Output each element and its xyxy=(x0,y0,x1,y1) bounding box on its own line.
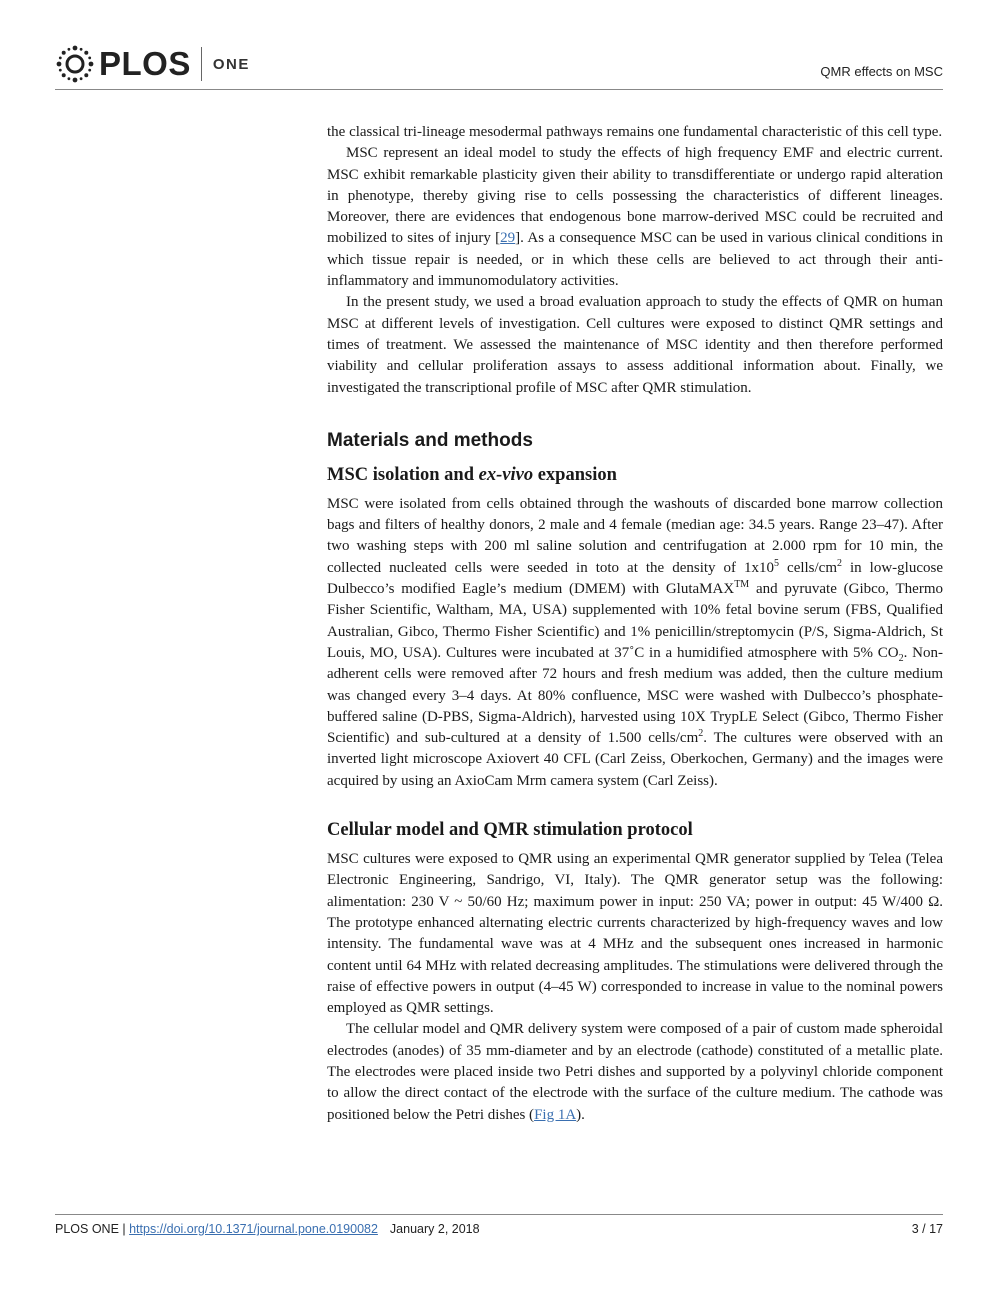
paragraph-msc-model: MSC represent an ideal model to study the effects of high frequency EMF and electric current. MSC exhibit remarkable plasticity given their ability to transdifferentiate or undergo rapid alteration in phenotype, thereby giving rise to cells possessing the characteristics of different lineages. Moreover, there are evidences that endogenous bone marrow-derived MSC could be recruited and mobilized to sites of injury [29]. As a consequence MSC can be used in various clinical conditions in which tissue repair is needed, or in which these cells are believed to act through their anti-inflammatory and immunomodulatory activities. xyxy=(327,145,943,290)
paragraph-present-study: In the present study, we used a broad evaluation approach to study the effects of QMR on human MSC at different levels of investigation. Cell cultures were exposed to distinct QMR settings and times of treatment. We assessed the maintenance of MSC identity and then therefore performed viability and cellular proliferation assays to assess additional information about. Finally, we investigated the transcriptional profile of MSC after QMR stimulation. xyxy=(327,294,943,396)
header-rule xyxy=(55,89,943,90)
subheading-qmr-protocol: Cellular model and QMR stimulation protocol xyxy=(327,820,693,841)
figure-link[interactable]: Fig 1A xyxy=(534,1106,577,1123)
page-header xyxy=(55,40,943,90)
plos-one-logo[interactable] xyxy=(55,44,250,84)
citation-link[interactable]: 29 xyxy=(500,230,516,247)
paragraph-delivery-system: The cellular model and QMR delivery system were composed of a pair of custom made spheroidal electrodes (anodes) of 35 mm-diameter and by an electrode (cathode) constituted of a metallic plate. The electrodes were placed inside two Petri dishes and supported by a polyvinyl chloride component to allow the direct contact of the electrode with the surface of the culture medium. The cathode was positioned below the Petri dishes (Fig 1A). xyxy=(327,1021,943,1123)
logo-wordmark: PLOS xyxy=(99,45,191,82)
paragraph-qmr-generator: MSC cultures were exposed to QMR using an experimental QMR generator supplied by Telea (Telea Electronic Engineering, Sandrigo, VI, Italy). The QMR generator setup was the following: alimentation: 230 V ~ 50/60 Hz; maximum power in input: 250 VA; power in output: 45 W/400 Ω. The prototype enhanced alternating electric currents characterized by high-frequency waves and low intensity. The fundamental wave was at 4 MHz and the subsequent ones increased in harmonic content until 64 MHz with related decreasing amplitudes. The stimulations were delivered through the raise of effective powers in output (4–45 W) corresponded to increase in value to the nominal powers employed as QMR settings. xyxy=(327,851,943,1017)
publication-date: January 2, 2018 xyxy=(389,1222,480,1236)
running-head: QMR effects on MSC xyxy=(820,64,943,79)
footer-journal: PLOS ONE | xyxy=(55,1222,130,1236)
article-body xyxy=(327,122,943,1126)
logo-journal-name: ONE xyxy=(212,55,250,73)
paragraph-msc-isolation: MSC were isolated from cells obtained through the washouts of discarded bone marrow collection bags and filters of healthy donors, 2 male and 4 female (median age: 34.5 years. Range 23–47). After two washing steps with 200 ml saline solution and centrifugation at 2.000 rpm for 10 min, the collected nucleated cells were seeded in toto at the density of $1x10^5$ cells/$cm^2$ in low-glucose Dulbecco’s modified Eagle’s medium (DMEM) with GlutaMAX™ and pyruvate (Gibco, Thermo Fisher Scientific, Waltham, MA, USA) supplemented with 10% fetal bovine serum (FBS, Qualified Australian, Gibco, Thermo Fisher Scientific) and 1% penicillin/streptomycin (P/S, Sigma-Aldrich, St Louis, MO, USA). Cultures were incubated at 37˚C in a humidified atmosphere with 5% $CO_2$. Non-adherent cells were removed after 72 hours and fresh medium was added, then the culture medium was changed every 3–4 days. At 80% confluence, MSC were washed with Dulbecco’s phosphate-buffered saline (D-PBS, Sigma-Aldrich), harvested using 10X TrypLE Select (Gibco, Thermo Fisher Scientific) and sub-cultured at a density of 1.500 cells/$cm^2$. The cultures were observed with an inverted light microscope Axiovert 40 CFL (Carl Zeiss, Oberkochen, Germany) and the images were acquired by using an AxioCam Mrm camera system (Carl Zeiss). xyxy=(327,495,943,789)
plos-sunburst-icon xyxy=(55,44,95,84)
logo-divider xyxy=(201,47,202,81)
page-footer xyxy=(55,1222,943,1236)
page-number: 3 / 17 xyxy=(911,1222,943,1236)
footer-rule xyxy=(55,1214,943,1215)
section-heading-methods: Materials and methods xyxy=(327,429,533,451)
subheading-msc-isolation: MSC isolation and ex-vivo expansion xyxy=(327,464,617,485)
doi-link[interactable]: https://doi.org/10.1371/journal.pone.0190082 xyxy=(129,1222,378,1236)
paragraph-continued: the classical tri-lineage mesodermal pathways remains one fundamental characteristic of this cell type. xyxy=(327,124,943,140)
